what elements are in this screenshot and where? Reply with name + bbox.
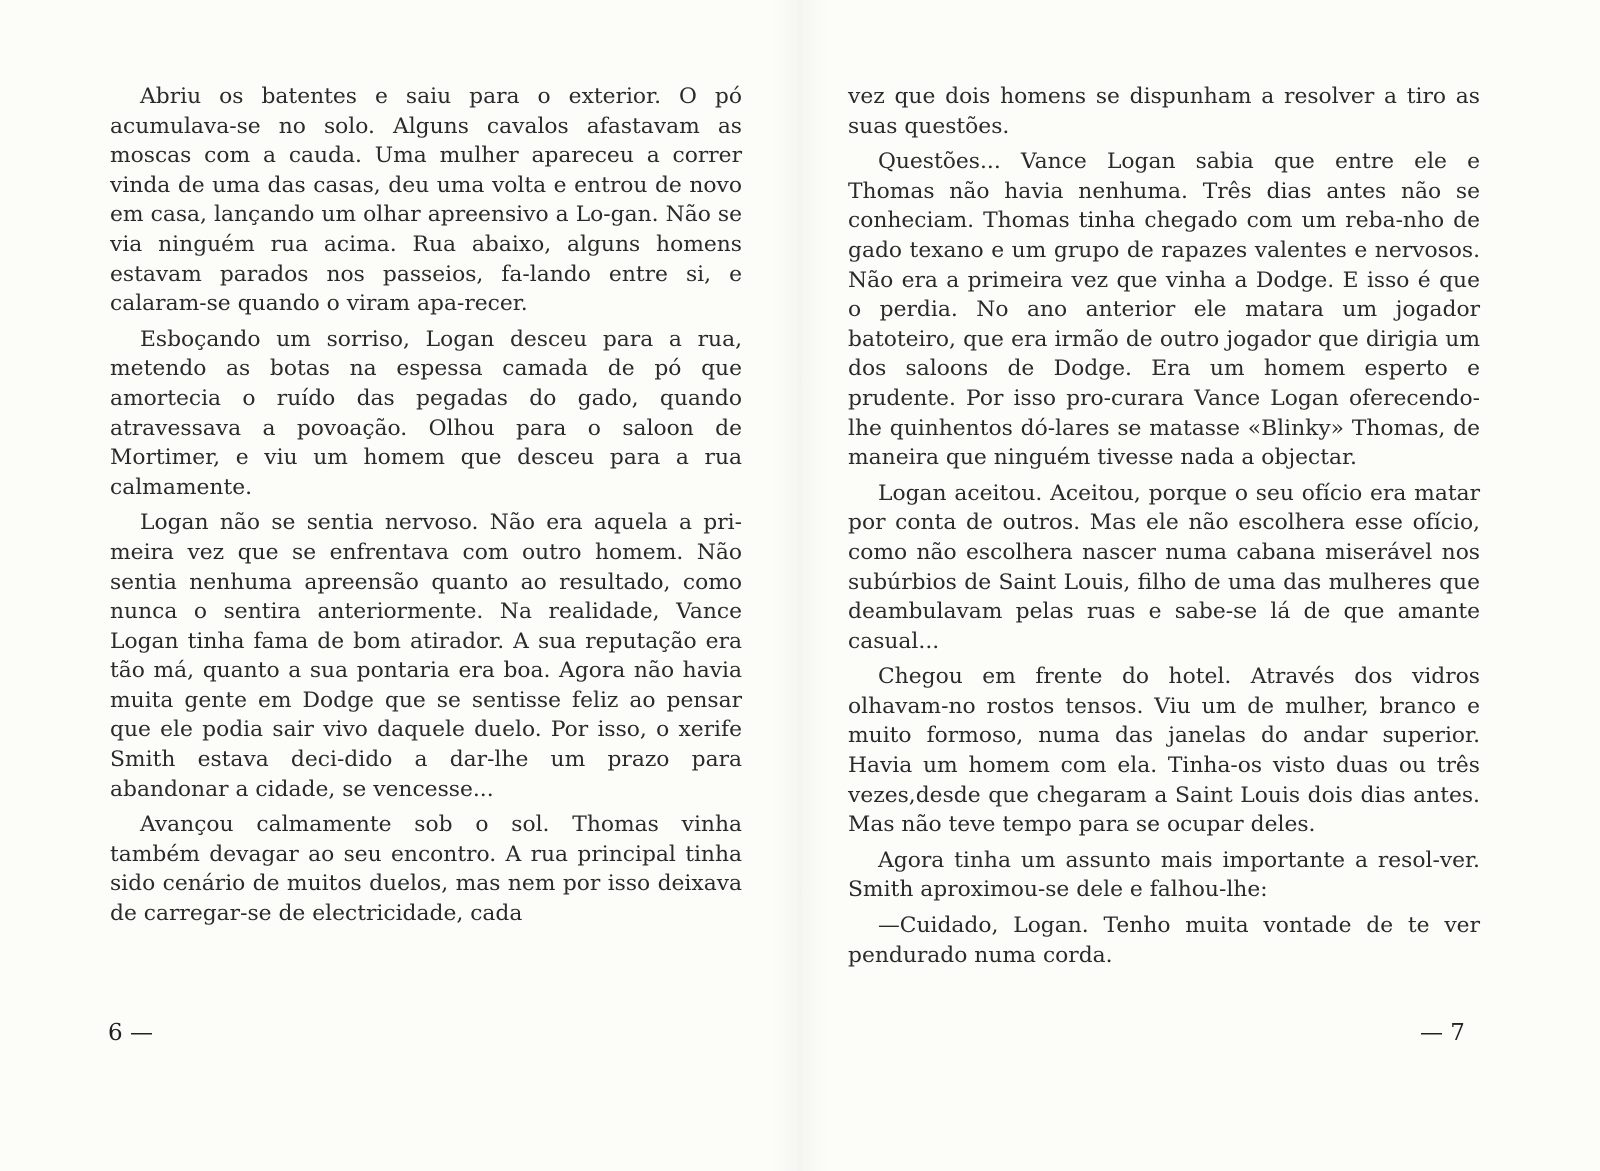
right-paragraph-5: Agora tinha um assunto mais importante a resol-ver. Smith aproximou-se dele e falhou-lhe: bbox=[848, 847, 1480, 903]
right-paragraph-4: Chegou em frente do hotel. Através dos vidros olhavam-no rostos tensos. Viu um de mulher, branco e muito formoso, numa das janelas do andar superior. Havia um homem com ela. Tinha-os visto duas ou três vezes,desde que chegaram a Saint Louis dois dias antes. Mas não teve tempo para se ocupar deles. bbox=[848, 664, 1480, 838]
book-gutter bbox=[770, 0, 830, 1171]
left-paragraph-3: Logan não se sentia nervoso. Não era aquela a pri-meira vez que se enfrentava com outro homem. Não sentia nenhuma apreensão quanto ao resultado, como nunca o sentira anteriormente. Na realidade, Vance Logan tinha fama de bom atirador. A sua reputação era tão má, quanto a sua pontaria era boa. Agora não havia muita gente em Dodge que se sentisse feliz ao pensar que ele podia sair vivo daquele duelo. Por isso, o xerife Smith estava deci-dido a dar-lhe um prazo para abandonar a cidade, se vencesse... bbox=[110, 510, 742, 802]
left-page-number: 6 — bbox=[108, 1020, 153, 1046]
right-paragraph-3: Logan aceitou. Aceitou, porque o seu ofício era matar por conta de outros. Mas ele não escolhera esse ofício, como não escolhera nascer numa cabana miserável nos subúrbios de Saint Louis, filho de uma das mulheres que deambulavam pelas ruas e sabe-se lá de que amante casual... bbox=[848, 480, 1480, 654]
left-page bbox=[110, 82, 742, 935]
right-paragraph-2: Questões... Vance Logan sabia que entre ele e Thomas não havia nenhuma. Três dias antes não se conheciam. Thomas tinha chegado com um reba-nho de gado texano e um grupo de rapazes valentes e nervosos. Não era a primeira vez que vinha a Dodge. E isso é que o perdia. No ano anterior ele matara um jogador batoteiro, que era irmão de outro jogador que dirigia um dos saloons de Dodge. Era um homem esperto e prudente. Por isso pro-curara Vance Logan oferecendo-lhe quinhentos dó-lares se matasse «Blinky» Thomas, de maneira que ninguém tivesse nada a objectar. bbox=[848, 149, 1480, 471]
left-paragraph-1: Abriu os batentes e saiu para o exterior. O pó acumulava-se no solo. Alguns cavalos afastavam as moscas com a cauda. Uma mulher apareceu a correr vinda de uma das casas, deu uma volta e entrou de novo em casa, lançando um olhar apreensivo a Lo-gan. Não se via ninguém rua acima. Rua abaixo, alguns homens estavam parados nos passeios, fa-lando entre si, e calaram-se quando o viram apa-recer. bbox=[110, 84, 742, 317]
left-paragraph-2-text: Esboçando um sorriso, Logan desceu para a rua, metendo as botas na espessa camada de pó que amortecia o ruído das pegadas do gado, quando atravessava a povoação. Olhou para o saloon de Mortimer, e viu um homem que desceu para a rua calmamente. bbox=[110, 326, 742, 500]
left-paragraph-4: Avançou calmamente sob o sol. Thomas vinha também devagar ao seu encontro. A rua principal tinha sido cenário de muitos duelos, mas nem por isso deixava de carregar-se de electricidade, cada bbox=[110, 812, 742, 927]
right-paragraph-6: —Cuidado, Logan. Tenho muita vontade de te ver pendurado numa corda. bbox=[848, 913, 1480, 968]
left-paragraph-2 bbox=[110, 325, 742, 503]
right-paragraph-1: vez que dois homens se dispunham a resolver a tiro as suas questões. bbox=[848, 84, 1480, 139]
right-page bbox=[848, 82, 1480, 976]
right-page-number: — 7 bbox=[1420, 1020, 1465, 1046]
